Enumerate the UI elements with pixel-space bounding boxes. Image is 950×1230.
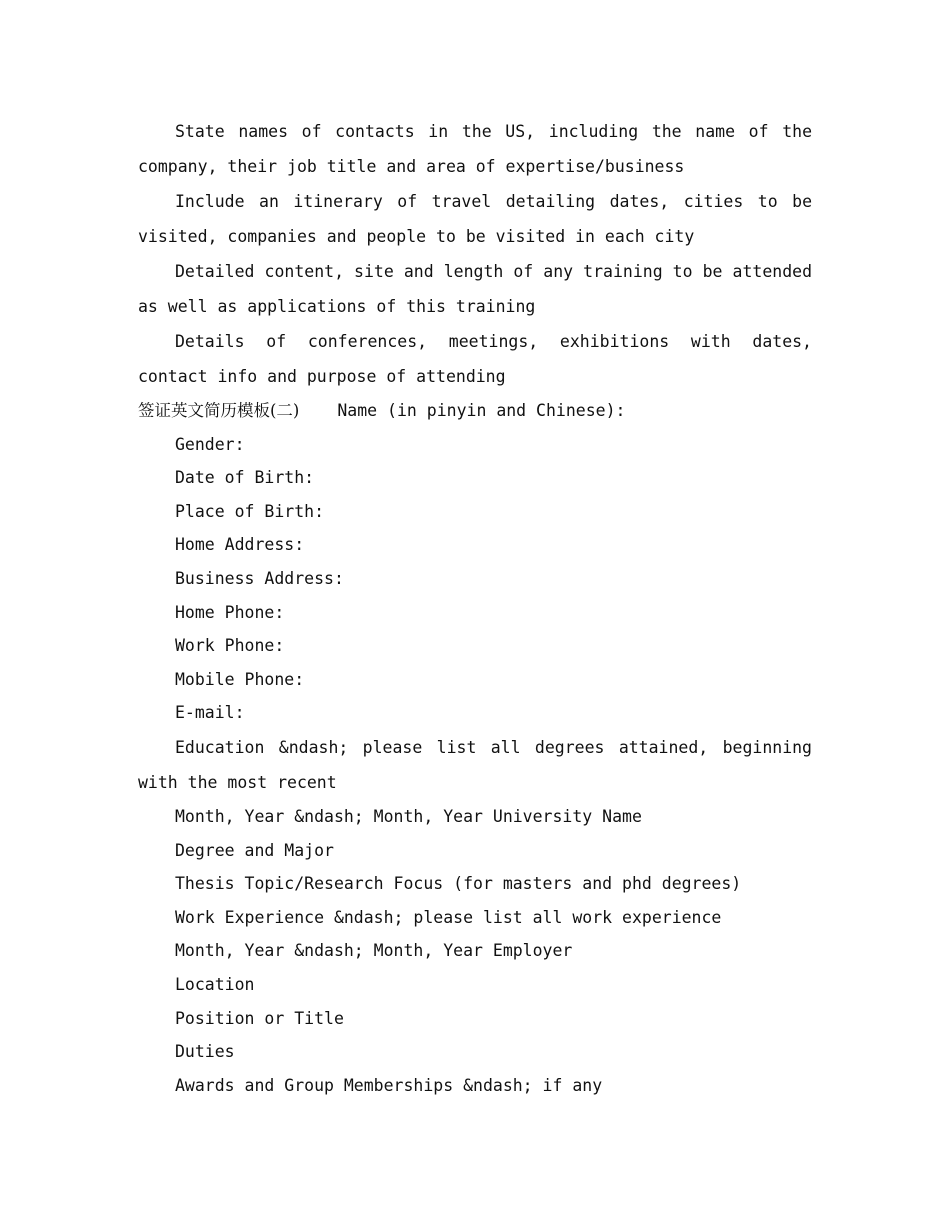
- work-location: Location: [175, 974, 255, 994]
- education-paragraph: Education &ndash; please list all degrees attained, beginning with the most recent: [138, 737, 812, 792]
- work-experience-heading: Work Experience &ndash; please list all work experience: [175, 907, 722, 927]
- intro-paragraph-training: Detailed content, site and length of any training to be attended as well as applications of this training: [138, 262, 812, 316]
- education-degree-major: Degree and Major: [175, 840, 334, 860]
- field-date-of-birth: Date of Birth:: [175, 468, 315, 488]
- field-work-phone: Work Phone:: [175, 636, 285, 656]
- field-email: E-mail:: [175, 703, 245, 723]
- field-home-phone: Home Phone:: [175, 602, 285, 622]
- field-mobile-phone: Mobile Phone:: [175, 669, 305, 689]
- document-body: [138, 114, 812, 1102]
- field-business-address: Business Address:: [175, 568, 344, 588]
- education-dates-university: Month, Year &ndash; Month, Year University Name: [175, 806, 642, 826]
- template-heading: 签证英文简历模板(二): [138, 401, 300, 420]
- work-position-title: Position or Title: [175, 1008, 344, 1028]
- work-dates-employer: Month, Year &ndash; Month, Year Employer: [175, 941, 573, 961]
- intro-paragraph-itinerary: Include an itinerary of travel detailing dates, cities to be visited, companies and people to be visited in each city: [138, 192, 812, 246]
- awards-memberships: Awards and Group Memberships &ndash; if any: [175, 1075, 603, 1095]
- name-field-label: Name (in pinyin and Chinese):: [337, 401, 626, 420]
- education-thesis-topic: Thesis Topic/Research Focus (for masters and phd degrees): [175, 874, 742, 894]
- field-place-of-birth: Place of Birth:: [175, 501, 325, 521]
- intro-paragraph-contacts: State names of contacts in the US, including the name of the company, their job title and area of expertise/business: [138, 122, 812, 176]
- field-home-address: Home Address:: [175, 535, 305, 555]
- field-gender: Gender:: [175, 434, 245, 454]
- intro-paragraph-conferences: Details of conferences, meetings, exhibitions with dates, contact info and purpose of attending: [138, 332, 812, 386]
- work-duties: Duties: [175, 1042, 235, 1062]
- template-heading-line: [138, 394, 812, 428]
